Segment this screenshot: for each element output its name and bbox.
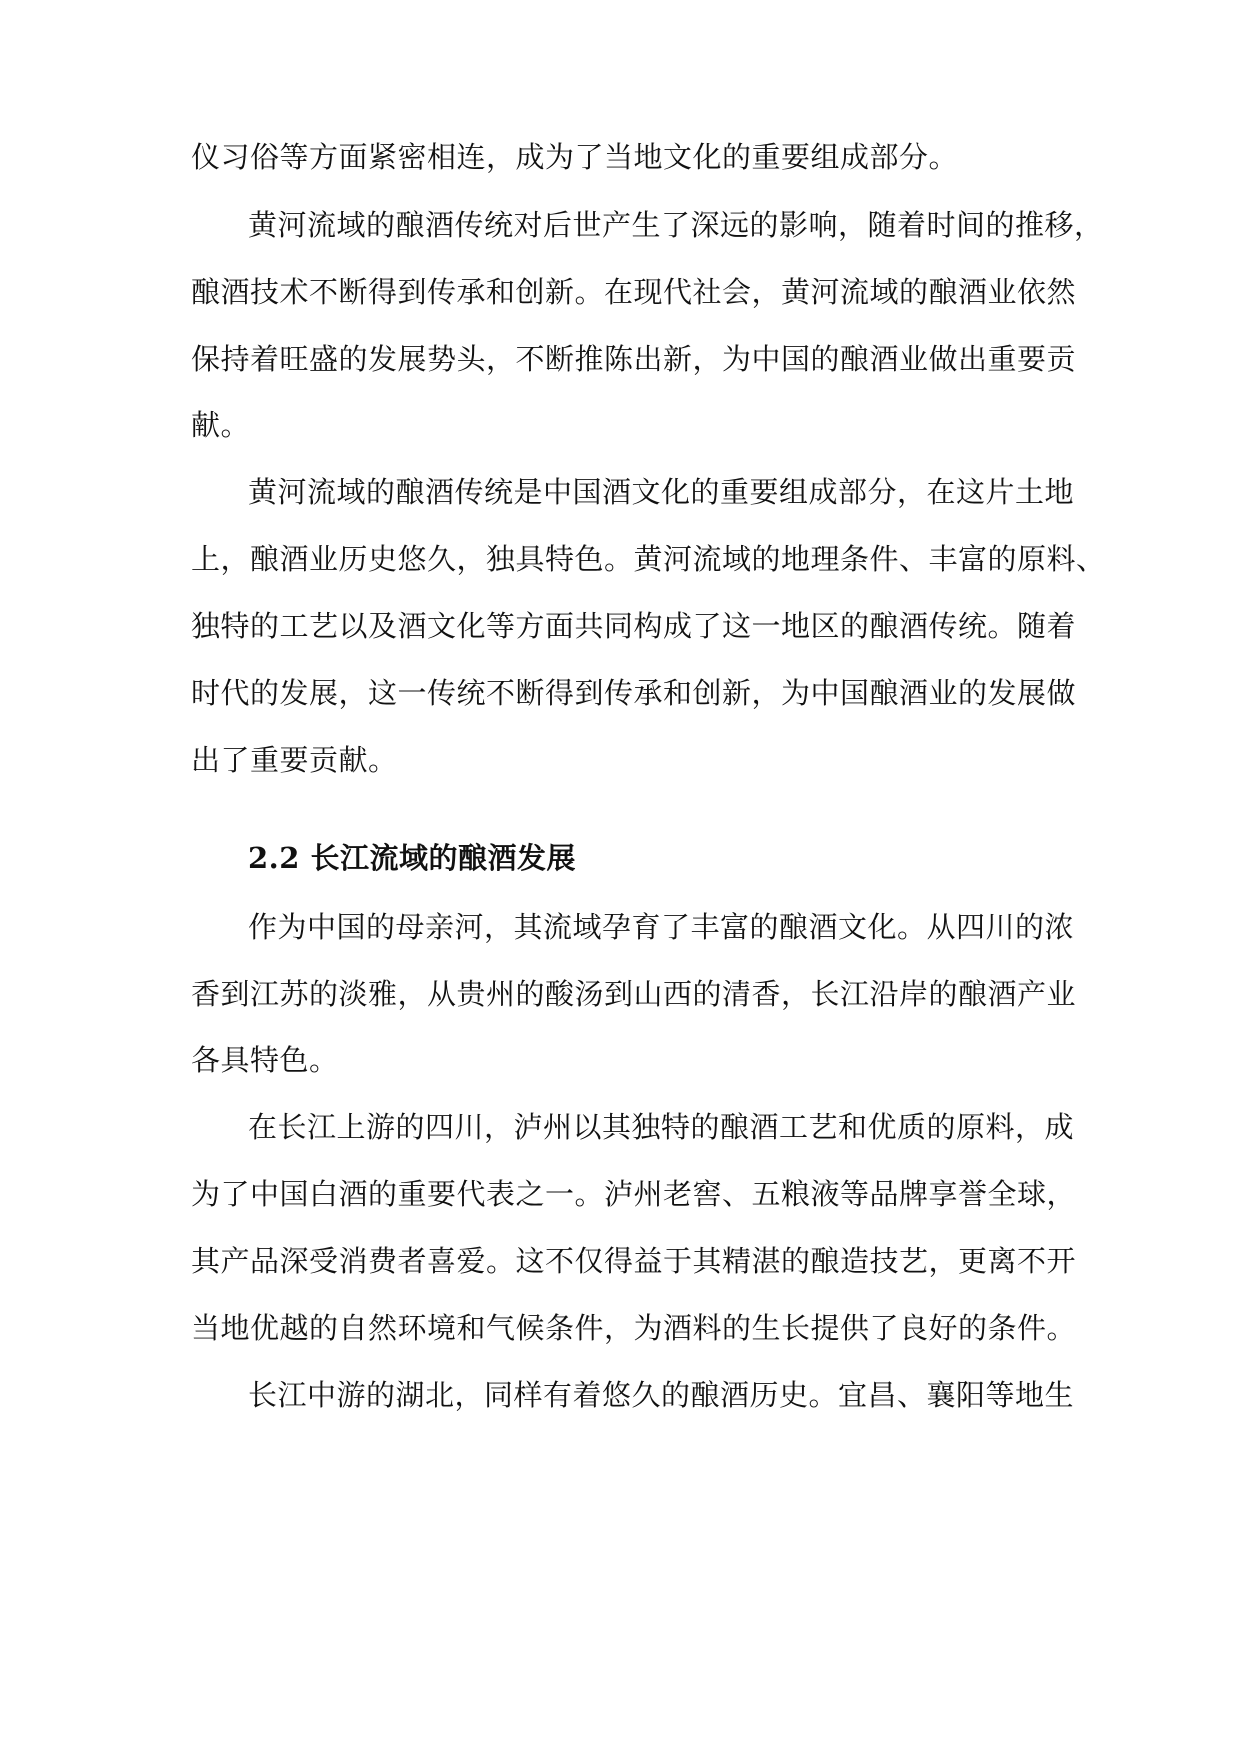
paragraph-3-line-4: 时代的发展，这一传统不断得到传承和创新，为中国酿酒业的发展做 bbox=[191, 676, 1077, 710]
paragraph-3-line-2: 上，酿酒业历史悠久，独具特色。黄河流域的地理条件、丰富的原料、 bbox=[191, 542, 1106, 576]
paragraph-2-line-4: 献。 bbox=[191, 408, 251, 442]
paragraph-6-line-1: 长江中游的湖北，同样有着悠久的酿酒历史。宜昌、襄阳等地生 bbox=[248, 1378, 1075, 1412]
paragraph-4-line-2: 香到江苏的淡雅，从贵州的酸汤到山西的清香，长江沿岸的酿酒产业 bbox=[191, 977, 1077, 1011]
paragraph-4-line-1: 作为中国的母亲河，其流域孕育了丰富的酿酒文化。从四川的浓 bbox=[248, 910, 1075, 944]
paragraph-3-line-3: 独特的工艺以及酒文化等方面共同构成了这一地区的酿酒传统。随着 bbox=[191, 609, 1077, 643]
paragraph-2-line-2: 酿酒技术不断得到传承和创新。在现代社会，黄河流域的酿酒业依然 bbox=[191, 275, 1077, 309]
paragraph-5-line-2: 为了中国白酒的重要代表之一。泸州老窖、五粮液等品牌享誉全球， bbox=[191, 1177, 1077, 1211]
paragraph-5-line-3: 其产品深受消费者喜爱。这不仅得益于其精湛的酿造技艺，更离不开 bbox=[191, 1244, 1077, 1278]
paragraph-1-line-1: 仪习俗等方面紧密相连，成为了当地文化的重要组成部分。 bbox=[191, 140, 959, 174]
paragraph-3-line-5: 出了重要贡献。 bbox=[191, 743, 398, 777]
paragraph-5-line-1: 在长江上游的四川，泸州以其独特的酿酒工艺和优质的原料，成 bbox=[248, 1110, 1075, 1144]
paragraph-2-line-3: 保持着旺盛的发展势头，不断推陈出新，为中国的酿酒业做出重要贡 bbox=[191, 342, 1077, 376]
paragraph-3-line-1: 黄河流域的酿酒传统是中国酒文化的重要组成部分，在这片土地 bbox=[248, 475, 1075, 509]
paragraph-4-line-3: 各具特色。 bbox=[191, 1043, 339, 1077]
paragraph-2-line-1: 黄河流域的酿酒传统对后世产生了深远的影响，随着时间的推移， bbox=[248, 208, 1104, 242]
section-heading: 2.2 长江流域的酿酒发展 bbox=[248, 841, 577, 875]
paragraph-5-line-4: 当地优越的自然环境和气候条件，为酒料的生长提供了良好的条件。 bbox=[191, 1311, 1077, 1345]
